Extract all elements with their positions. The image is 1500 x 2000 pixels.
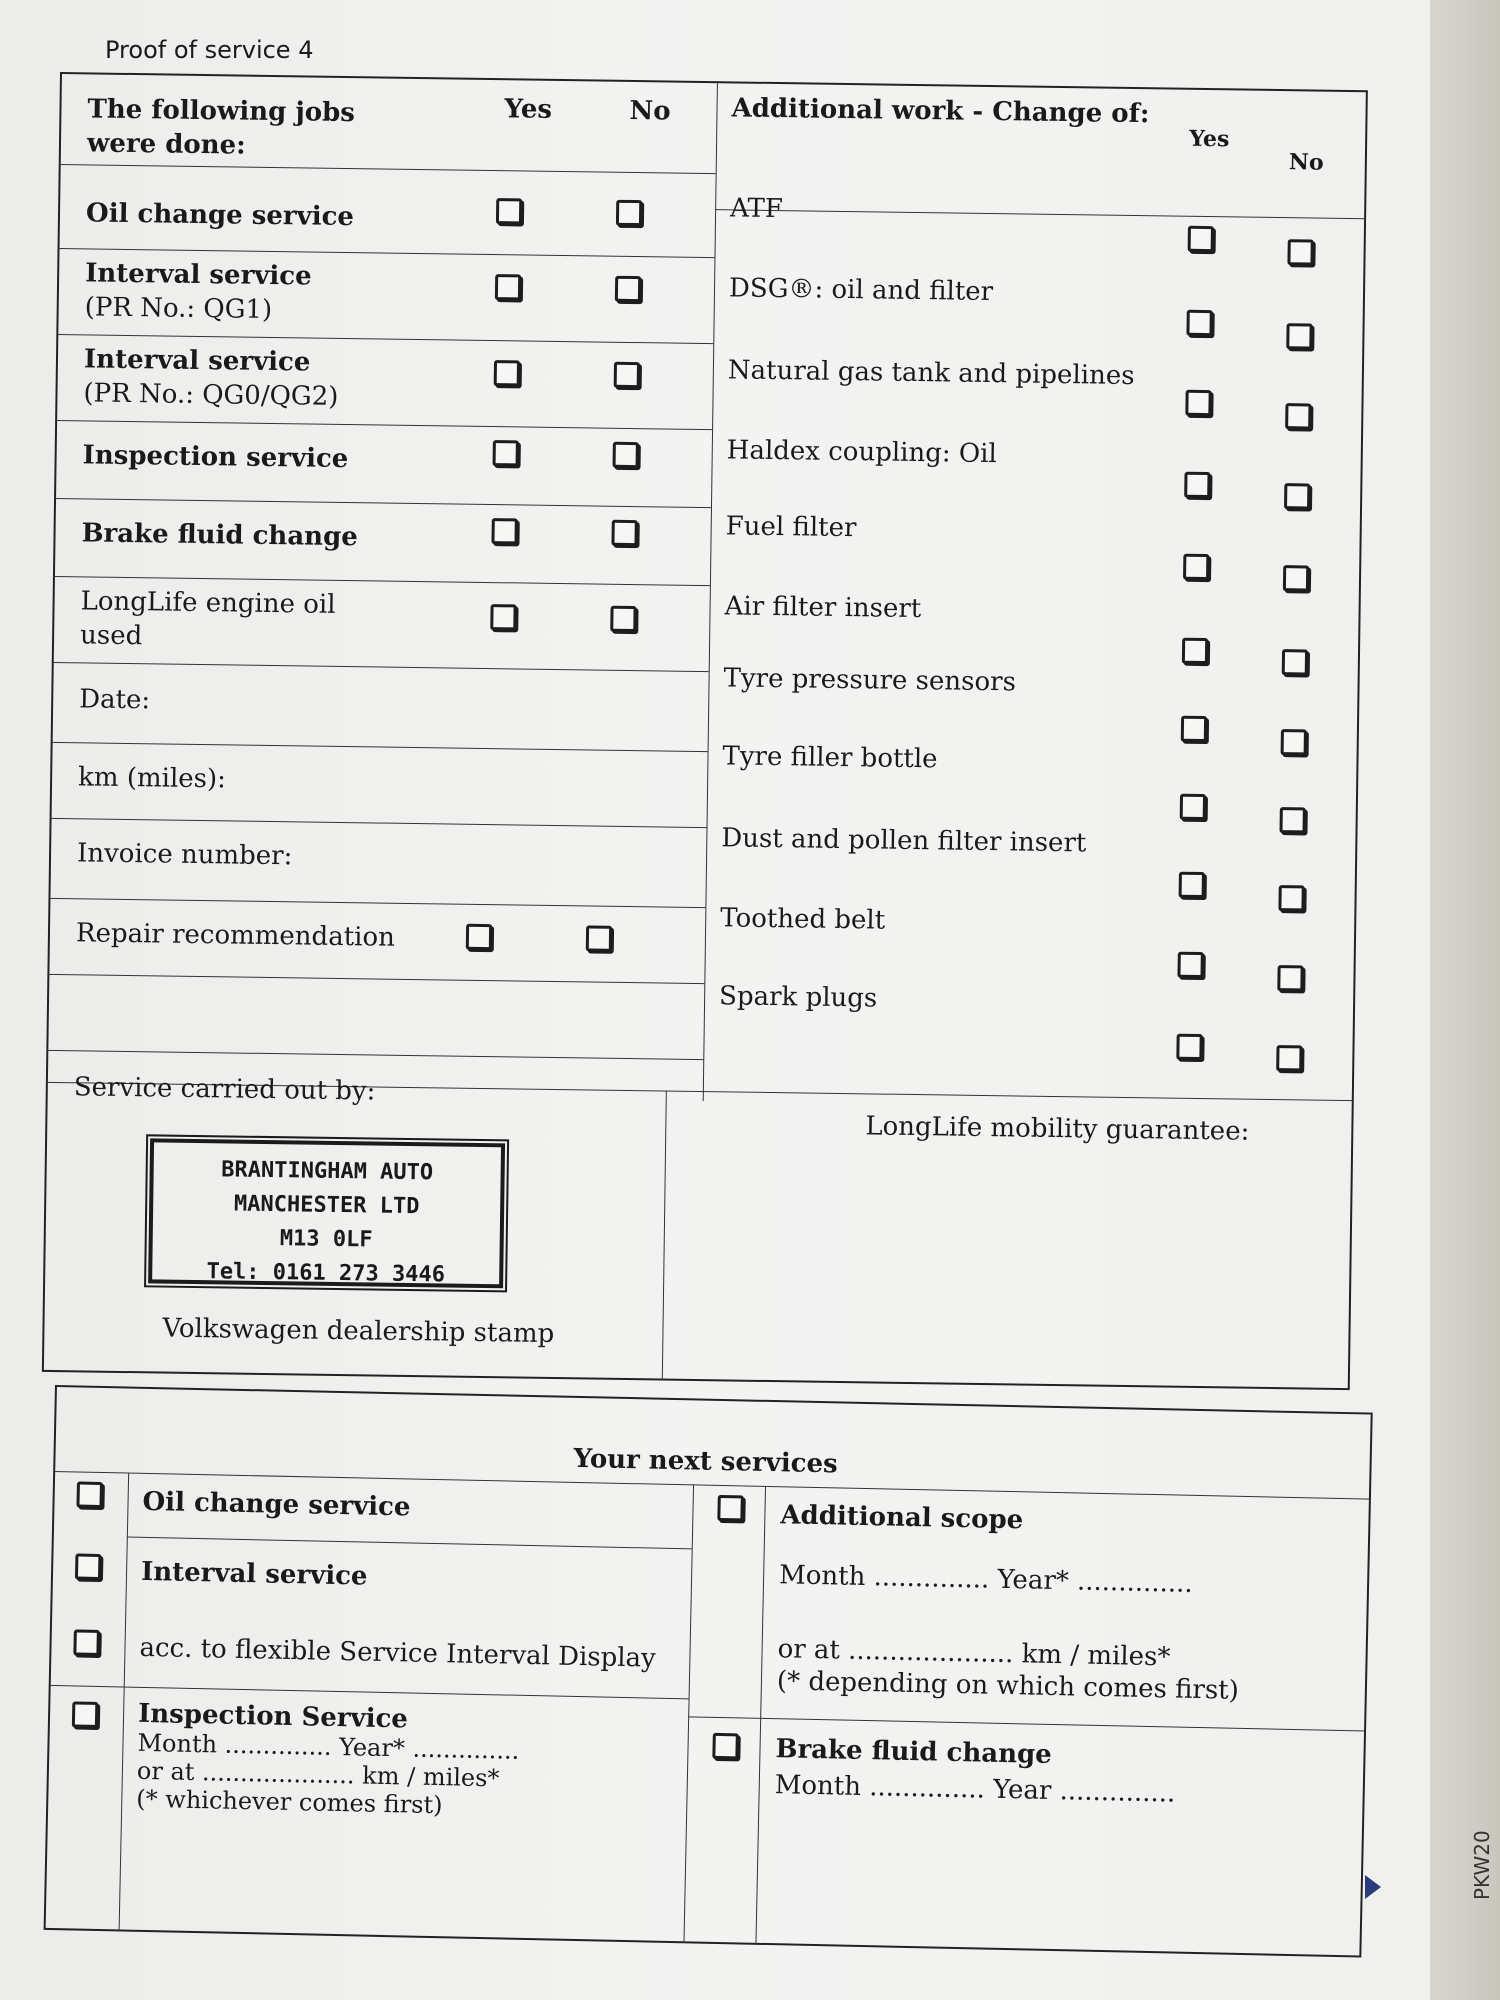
additional-yes-header: Yes <box>1188 125 1230 153</box>
stamp-line: M13 0LF <box>279 1226 373 1253</box>
next-page-edge <box>1430 0 1500 2000</box>
next-flexible-checkbox[interactable] <box>73 1629 100 1656</box>
jobs-no-header: No <box>629 95 671 127</box>
additional-item: Natural gas tank and pipelines <box>727 355 1135 392</box>
atf-yes-checkbox[interactable] <box>1188 226 1214 252</box>
tyre-sensors-yes-checkbox[interactable] <box>1181 716 1207 742</box>
next-interval-label: Interval service <box>140 1556 368 1592</box>
brake-fluid-no-checkbox[interactable] <box>611 520 637 546</box>
job-sub-label: (PR No.: QG1) <box>84 292 273 325</box>
job-label: Inspection service <box>82 440 349 475</box>
proof-of-service-form <box>42 72 1370 1400</box>
dsg-yes-checkbox[interactable] <box>1186 310 1212 336</box>
next-brake-fluid-label: Brake fluid change <box>775 1734 1053 1770</box>
inspection-no-checkbox[interactable] <box>613 442 639 468</box>
additional-item: Fuel filter <box>725 511 857 544</box>
additional-item: Dust and pollen filter insert <box>721 823 1087 859</box>
pollen-filter-no-checkbox[interactable] <box>1278 885 1304 911</box>
jobs-yes-header: Yes <box>504 94 553 125</box>
job-label: Interval service <box>83 344 311 378</box>
job-sub-label: used <box>79 620 143 652</box>
toothed-belt-yes-checkbox[interactable] <box>1177 952 1203 978</box>
next-oil-change-checkbox[interactable] <box>76 1481 103 1508</box>
next-inspection-note: (* whichever comes first) <box>136 1784 443 1820</box>
repair-recommendation-label: Repair recommendation <box>75 918 396 953</box>
longlife-oil-yes-checkbox[interactable] <box>490 604 516 630</box>
longlife-guarantee-label: LongLife mobility guarantee: <box>865 1111 1250 1147</box>
next-additional-scope-label: Additional scope <box>780 1500 1024 1536</box>
haldex-no-checkbox[interactable] <box>1284 483 1310 509</box>
toothed-belt-no-checkbox[interactable] <box>1277 965 1303 991</box>
next-inspection-month: Month .............. Year* .............. <box>137 1728 520 1765</box>
next-inspection-checkbox[interactable] <box>72 1701 99 1728</box>
additional-item: Haldex coupling: Oil <box>726 435 998 470</box>
additional-no-header: No <box>1288 149 1324 176</box>
oil-change-yes-checkbox[interactable] <box>496 198 522 224</box>
km-label: km (miles): <box>77 762 227 795</box>
job-label: LongLife engine oil <box>80 586 336 620</box>
next-inspection-or: or at .................... km / miles* <box>136 1756 500 1793</box>
repair-no-checkbox[interactable] <box>586 925 612 951</box>
spark-plugs-yes-checkbox[interactable] <box>1176 1034 1202 1060</box>
air-filter-yes-checkbox[interactable] <box>1182 638 1208 664</box>
stamp-line: Tel: 0161 273 3446 <box>206 1259 446 1288</box>
dealership-stamp <box>148 1138 505 1288</box>
next-brake-month: Month .............. Year .............. <box>774 1770 1176 1809</box>
additional-item: DSG®: oil and filter <box>728 273 994 308</box>
next-scope-month: Month .............. Year* .............. <box>778 1560 1194 1599</box>
additional-item: ATF <box>729 193 784 225</box>
tyre-bottle-yes-checkbox[interactable] <box>1180 794 1206 820</box>
next-scope-or: or at .................... km / miles* <box>777 1634 1171 1673</box>
next-services-section <box>43 1385 1374 1973</box>
tyre-bottle-no-checkbox[interactable] <box>1279 807 1305 833</box>
oil-change-no-checkbox[interactable] <box>616 200 642 226</box>
gas-tank-yes-checkbox[interactable] <box>1185 390 1211 416</box>
next-brake-fluid-checkbox[interactable] <box>712 1733 739 1760</box>
next-additional-scope-checkbox[interactable] <box>717 1495 744 1522</box>
side-code: PKW20 <box>1470 1830 1494 1900</box>
page-turn-arrow-icon <box>1365 1875 1381 1899</box>
date-label: Date: <box>79 684 151 716</box>
next-inspection-label: Inspection Service <box>137 1698 409 1735</box>
brake-fluid-yes-checkbox[interactable] <box>491 518 517 544</box>
jobs-header: The following jobs were done: <box>86 94 356 161</box>
gas-tank-no-checkbox[interactable] <box>1285 403 1311 429</box>
next-interval-checkbox[interactable] <box>75 1553 102 1580</box>
dsg-no-checkbox[interactable] <box>1286 323 1312 349</box>
stamp-caption: Volkswagen dealership stamp <box>162 1313 555 1350</box>
next-services-title: Your next services <box>573 1443 839 1480</box>
service-carried-out-label: Service carried out by: <box>73 1072 376 1107</box>
additional-item: Toothed belt <box>720 903 886 936</box>
invoice-label: Invoice number: <box>76 838 293 872</box>
next-oil-change-label: Oil change service <box>142 1486 411 1523</box>
tyre-sensors-no-checkbox[interactable] <box>1281 729 1307 755</box>
interval-qg1-yes-checkbox[interactable] <box>495 274 521 300</box>
additional-item: Tyre pressure sensors <box>723 663 1017 698</box>
additional-header: Additional work - Change of: <box>731 93 1150 130</box>
job-sub-label: (PR No.: QG0/QG2) <box>83 378 339 412</box>
additional-item: Air filter insert <box>724 591 922 625</box>
next-flexible-label: acc. to flexible Service Interval Display <box>139 1632 657 1674</box>
next-scope-note: (* depending on which comes first) <box>776 1666 1240 1706</box>
inspection-yes-checkbox[interactable] <box>493 440 519 466</box>
atf-no-checkbox[interactable] <box>1287 239 1313 265</box>
page-title: Proof of service 4 <box>105 36 314 64</box>
additional-item: Tyre filler bottle <box>722 741 938 775</box>
longlife-oil-no-checkbox[interactable] <box>610 606 636 632</box>
fuel-filter-no-checkbox[interactable] <box>1283 565 1309 591</box>
interval-qg0-yes-checkbox[interactable] <box>494 360 520 386</box>
job-label: Interval service <box>84 258 312 292</box>
air-filter-no-checkbox[interactable] <box>1282 649 1308 675</box>
stamp-line: BRANTINGHAM AUTO MANCHESTER LTD <box>221 1157 434 1220</box>
additional-item: Spark plugs <box>718 981 878 1014</box>
pollen-filter-yes-checkbox[interactable] <box>1179 872 1205 898</box>
spark-plugs-no-checkbox[interactable] <box>1276 1045 1302 1071</box>
fuel-filter-yes-checkbox[interactable] <box>1183 554 1209 580</box>
interval-qg0-no-checkbox[interactable] <box>614 362 640 388</box>
job-label: Oil change service <box>85 198 355 233</box>
repair-yes-checkbox[interactable] <box>466 924 492 950</box>
haldex-yes-checkbox[interactable] <box>1184 472 1210 498</box>
interval-qg1-no-checkbox[interactable] <box>615 276 641 302</box>
job-label: Brake fluid change <box>81 518 358 553</box>
